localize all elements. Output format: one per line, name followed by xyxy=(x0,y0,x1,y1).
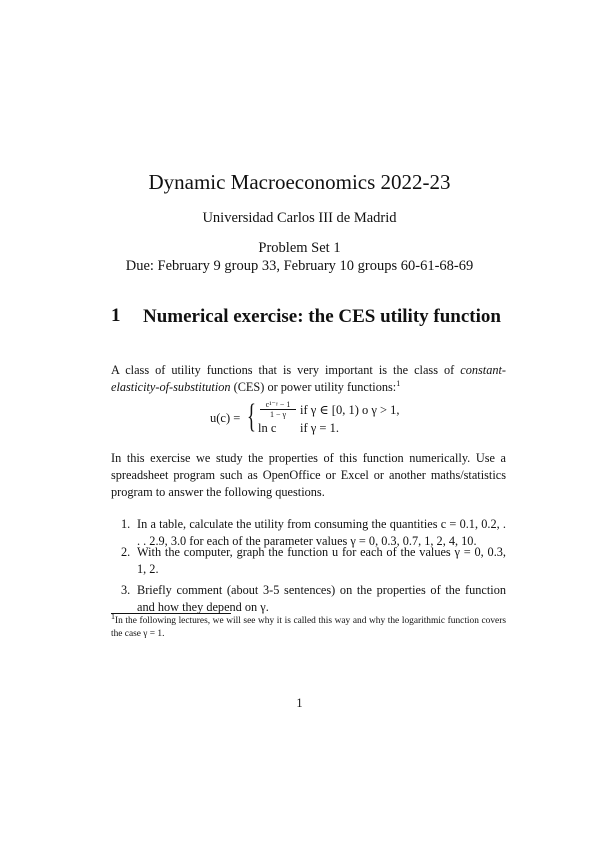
fraction-numerator: c¹⁻ᵞ − 1 xyxy=(265,400,291,409)
fraction-denominator: 1 − γ xyxy=(269,410,287,419)
question-text: Briefly comment (about 3-5 sentences) on the properties of the function and how they depend on γ. xyxy=(137,583,506,614)
footnote-rule xyxy=(111,613,231,614)
question-number: 1. xyxy=(121,517,131,531)
intro-paragraph xyxy=(111,362,506,396)
equation-case1-condition: if γ ∈ [0, 1) o γ > 1, xyxy=(300,403,400,417)
equation-case2-expression: ln c xyxy=(258,421,277,435)
question-text: In a table, calculate the utility from consuming the quantities c = 0.1, 0.2, . . . 2.9, 3.0 for each of the parameter values γ = 0, 0.3, 0.7, 1, 2, 4, 10. xyxy=(137,517,506,548)
equation-case2-condition: if γ = 1. xyxy=(300,421,339,435)
document-title: Dynamic Macroeconomics 2022-23 xyxy=(148,170,451,194)
due-dates: Due: February 9 group 33, February 10 groups 60-61-68-69 xyxy=(125,258,474,274)
question-number: 3. xyxy=(121,583,131,597)
section-title: Numerical exercise: the CES utility function xyxy=(143,306,501,327)
problem-set-label: Problem Set 1 xyxy=(258,240,341,256)
footnote-marker: 1 xyxy=(396,378,401,388)
left-brace: { xyxy=(247,398,256,435)
page-number: 1 xyxy=(296,696,303,710)
institution: Universidad Carlos III de Madrid xyxy=(202,210,397,226)
footnote-number: 1 xyxy=(111,611,115,621)
footnote-text: In the following lectures, we will see why it is called this way and why the logarithmic function covers the case γ = 1. xyxy=(111,616,506,639)
equation-lhs: u(c) = xyxy=(210,411,241,425)
section-number: 1 xyxy=(111,305,121,326)
question-text: With the computer, graph the function u for each of the values γ = 0, 0.3, 1, 2. xyxy=(137,545,506,576)
footnote xyxy=(111,611,506,641)
question-number: 2. xyxy=(121,545,131,559)
instructions-paragraph: In this exercise we study the properties of this function numerically. Use a spreadsheet program such as OpenOffice or Excel or another maths/statistics program to answer the following questions. xyxy=(111,451,506,499)
equation-case1-fraction xyxy=(258,400,298,419)
intro-italic-term: constant-elasticity-of-substitution xyxy=(111,363,506,394)
intro-text-end: (CES) or power utility functions: xyxy=(230,380,397,394)
intro-text-start: A class of utility functions that is very important is the class of xyxy=(111,363,461,377)
